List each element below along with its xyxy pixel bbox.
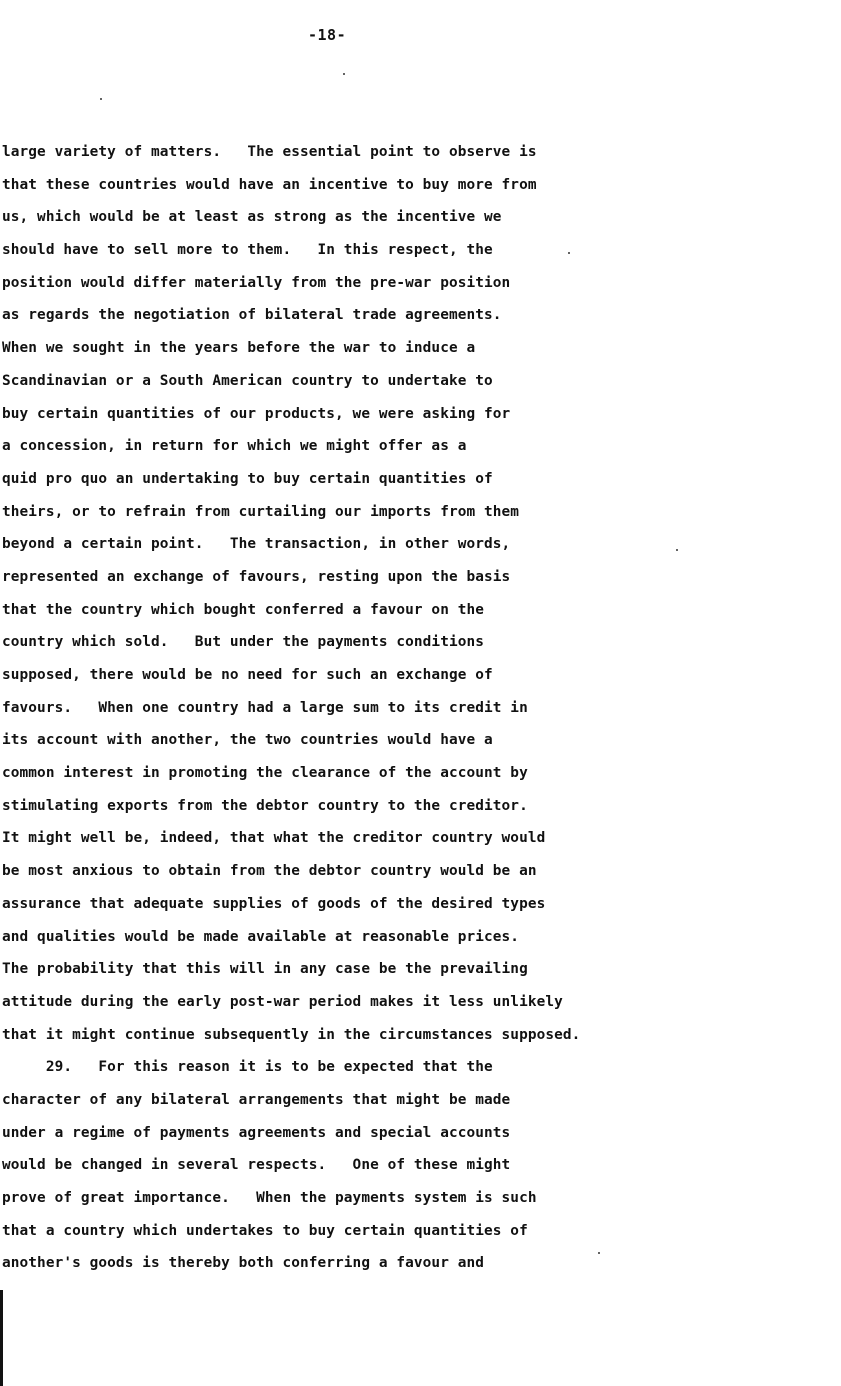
text-line: its account with another, the two countries would have a [2, 732, 493, 749]
text-line: that a country which undertakes to buy certain quantities of [2, 1222, 528, 1239]
text-line: common interest in promoting the clearance of the account by [2, 765, 528, 782]
text-line: supposed, there would be no need for such an exchange of [2, 667, 493, 683]
text-line: 29. For this reason it is to be expected that the [2, 1059, 493, 1076]
page-number: -18- [308, 26, 347, 44]
text-line: favours. When one country had a large sum to its credit in [2, 699, 528, 716]
scan-speck [343, 73, 345, 75]
scan-speck [676, 549, 678, 551]
text-line: When we sought in the years before the war to induce a [2, 340, 476, 357]
text-line: large variety of matters. The essential point to observe is [2, 144, 537, 160]
text-line: that these countries would have an incentive to buy more from [2, 176, 537, 193]
text-line: stimulating exports from the debtor country to the creditor. [2, 797, 528, 814]
text-line: position would differ materially from the pre-war position [2, 274, 511, 291]
text-line: another's goods is thereby both conferring a favour and [2, 1255, 485, 1272]
body-text [2, 136, 662, 1280]
text-line: character of any bilateral arrangements that might be made [2, 1091, 511, 1108]
text-line: The probability that this will in any case be the prevailing [2, 961, 528, 978]
scan-edge-mark [0, 1290, 3, 1386]
text-line: beyond a certain point. The transaction, in other words, [2, 536, 511, 553]
text-line: that the country which bought conferred a favour on the [2, 601, 485, 618]
text-line: under a regime of payments agreements and special accounts [2, 1124, 511, 1141]
text-line: a concession, in return for which we might offer as a [2, 438, 467, 455]
text-line: prove of great importance. When the payments system is such [2, 1190, 537, 1206]
text-line: should have to sell more to them. In this respect, the [2, 242, 493, 259]
text-line: theirs, or to refrain from curtailing our imports from them [2, 503, 520, 520]
text-line: assurance that adequate supplies of goods of the desired types [2, 895, 546, 912]
scan-speck [568, 252, 570, 254]
text-line: Scandinavian or a South American country to undertake to [2, 372, 493, 389]
text-line: quid pro quo an undertaking to buy certain quantities of [2, 470, 493, 487]
text-line: attitude during the early post-war period makes it less unlikely [2, 993, 563, 1010]
text-line: It might well be, indeed, that what the creditor country would [2, 830, 546, 847]
text-line: us, which would be at least as strong as the incentive we [2, 209, 502, 226]
scan-speck [100, 98, 102, 100]
text-line: represented an exchange of favours, resting upon the basis [2, 568, 511, 585]
text-line: that it might continue subsequently in the circumstances supposed. [2, 1026, 581, 1043]
text-line: buy certain quantities of our products, we were asking for [2, 405, 511, 422]
text-line: country which sold. But under the payments conditions [2, 634, 485, 651]
text-line: would be changed in several respects. One of these might [2, 1157, 511, 1174]
text-line: be most anxious to obtain from the debtor country would be an [2, 863, 537, 880]
text-line: as regards the negotiation of bilateral trade agreements. [2, 307, 502, 324]
text-line: and qualities would be made available at reasonable prices. [2, 928, 520, 945]
scan-speck [598, 1252, 600, 1254]
